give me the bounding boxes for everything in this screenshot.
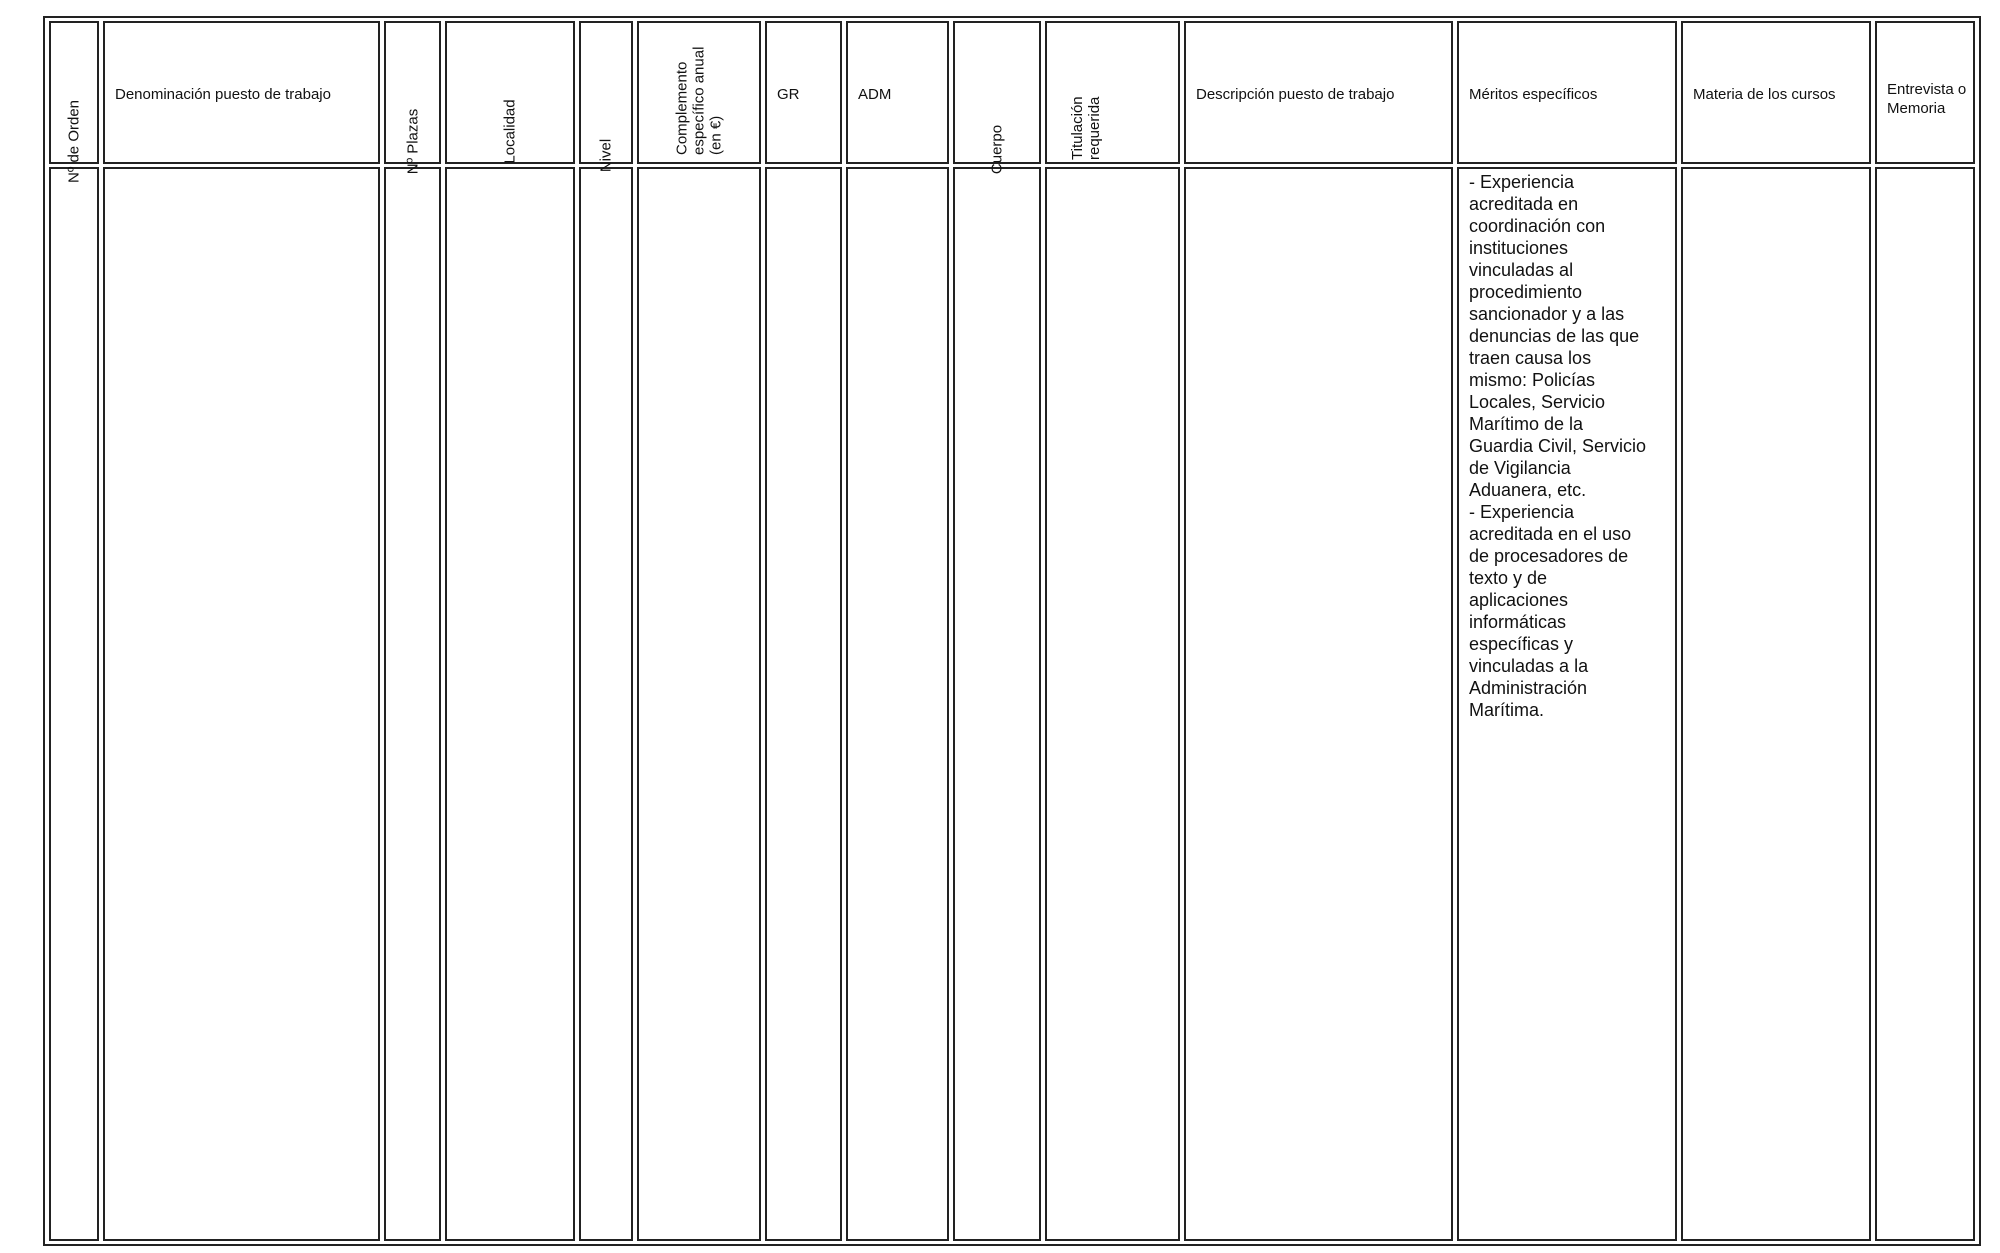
cell-denominacion (103, 167, 380, 1241)
cell-entrevista (1875, 167, 1975, 1241)
cell-orden (49, 167, 99, 1241)
header-complemento-label: Complemento específico anual (en €) (673, 46, 725, 155)
header-cuerpo-label: Cuerpo (988, 124, 1006, 175)
cell-nivel (579, 167, 633, 1241)
header-descripcion (1184, 21, 1453, 164)
header-gr (765, 21, 842, 164)
header-titulacion-label: Titulación requerida (1069, 96, 1104, 160)
cell-gr (765, 167, 842, 1241)
meritos-text: - Experiencia acreditada en coordinación con instituciones vinculadas al procedimiento sancionador y a las denuncias de las que traen causa los mismo: Policías Locales, Servicio Marítimo de la Guardia Civil, Servicio de Vigilancia Aduanera, etc. - Experiencia acreditada en el uso de procesadores de texto y de aplicaciones informáticas específicas y vinculadas a la Administración Marítima. (1469, 172, 1647, 720)
header-nivel (579, 21, 633, 173)
cell-materia (1681, 167, 1871, 1241)
header-complemento (637, 21, 761, 164)
header-orden-label: Nº de Orden (65, 99, 83, 184)
cell-adm (846, 167, 949, 1241)
header-row (49, 21, 1975, 164)
header-materia (1681, 21, 1871, 164)
header-cuerpo (953, 21, 1041, 175)
header-meritos (1457, 21, 1677, 164)
header-denominacion-label: Denominación puesto de trabajo (115, 86, 331, 103)
header-adm (846, 21, 949, 164)
header-adm-label: ADM (858, 86, 892, 103)
table-row (49, 167, 1975, 1241)
cell-complemento (637, 167, 761, 1241)
header-descripcion-label: Descripción puesto de trabajo (1196, 86, 1395, 103)
header-nivel-label: Nivel (597, 138, 615, 173)
job-listing-table (43, 16, 1981, 1246)
header-entrevista (1875, 21, 1975, 164)
cell-cuerpo (953, 167, 1041, 1241)
cell-descripcion (1184, 167, 1453, 1241)
header-localidad-label: Localidad (501, 99, 519, 164)
header-orden (49, 21, 99, 184)
header-meritos-label: Méritos específicos (1469, 86, 1598, 103)
header-localidad (445, 21, 575, 164)
cell-meritos (1457, 167, 1677, 1241)
header-denominacion (103, 21, 380, 164)
cell-titulacion (1045, 167, 1180, 1241)
header-plazas-label: Nº Plazas (404, 108, 421, 175)
cell-localidad (445, 167, 575, 1241)
header-entrevista-label: Entrevista o Memoria (1887, 81, 1967, 117)
header-plazas (384, 21, 441, 175)
header-gr-label: GR (777, 86, 800, 103)
header-titulacion (1045, 21, 1180, 164)
header-materia-label: Materia de los cursos (1693, 86, 1836, 103)
cell-plazas (384, 167, 441, 1241)
